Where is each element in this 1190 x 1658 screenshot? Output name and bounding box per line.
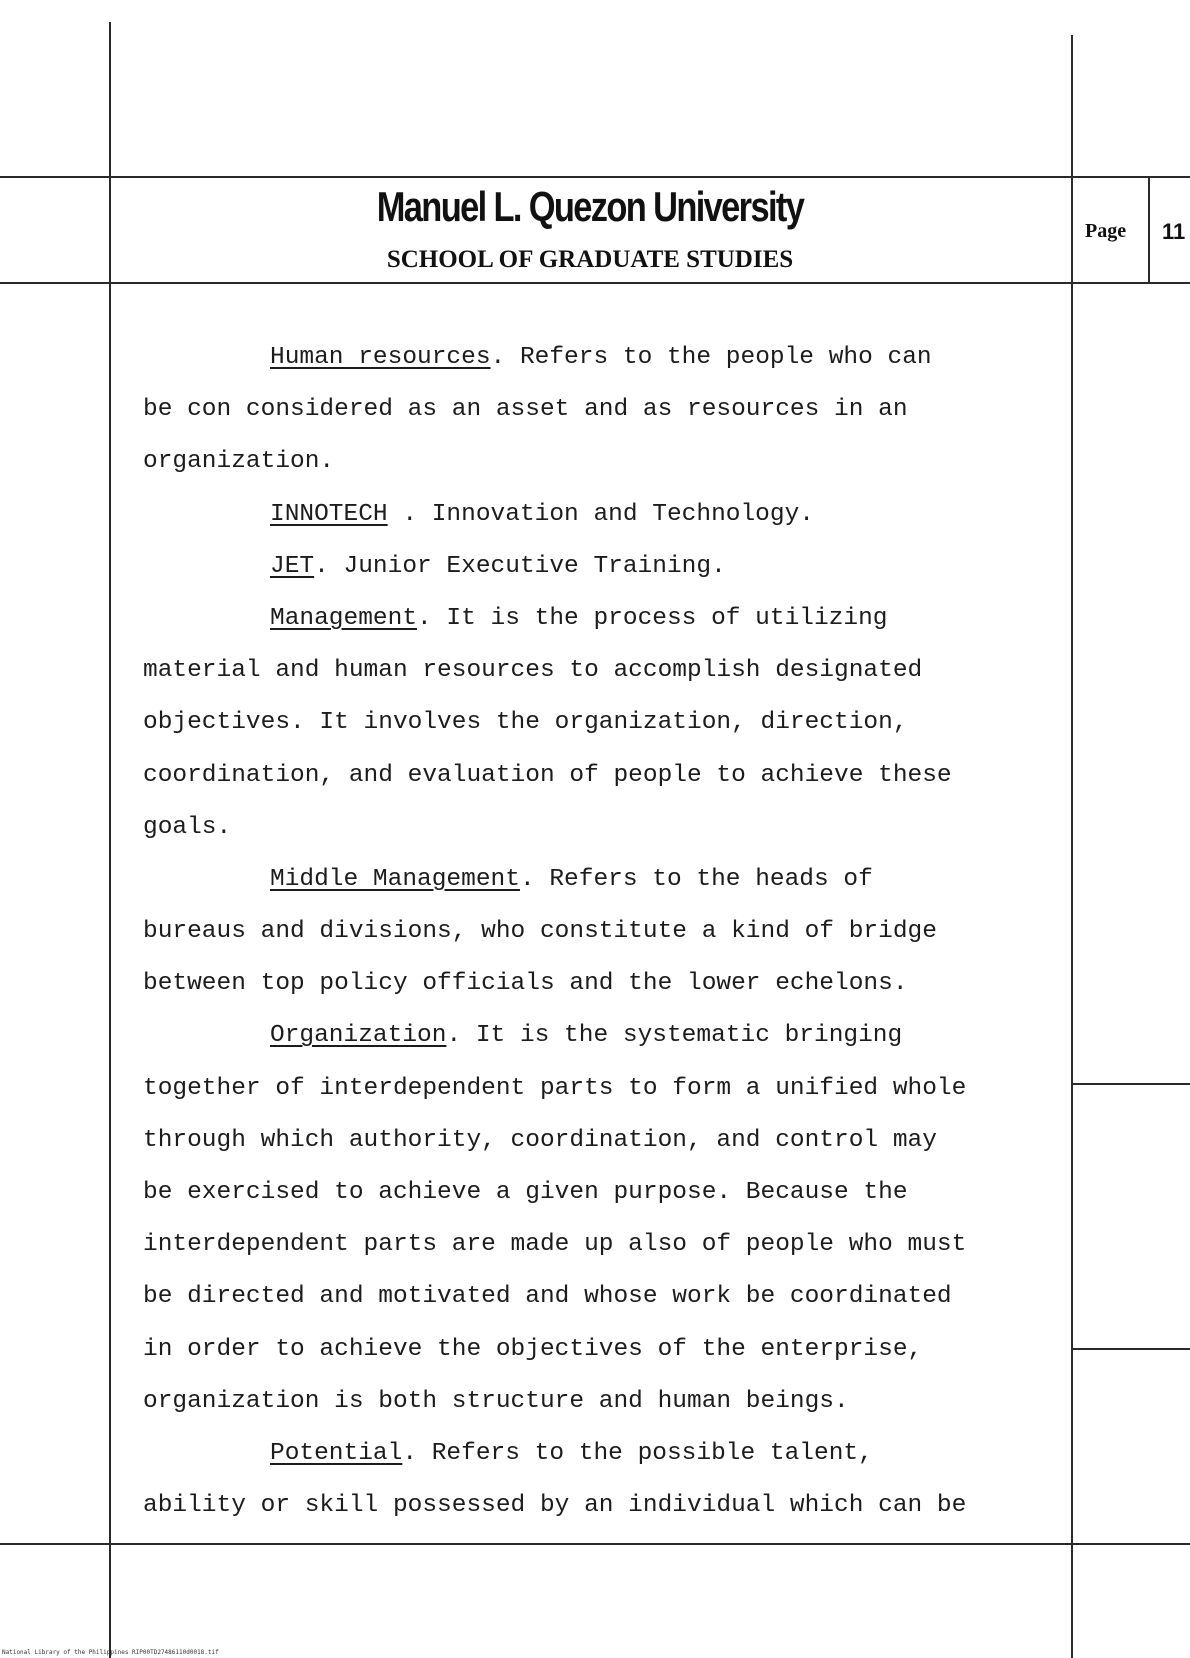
term: Management	[270, 604, 418, 632]
definition-line: ability or skill possessed by an individual which can be	[143, 1492, 967, 1520]
definition-line: in order to achieve the objectives of the enterprise,	[143, 1335, 923, 1363]
entry-management	[143, 593, 1073, 645]
entry-human-resources	[143, 332, 1073, 384]
entry-innotech	[143, 489, 1073, 541]
definition-line: objectives. It involves the organization, direction,	[143, 709, 908, 737]
definition-line: bureaus and divisions, who constitute a kind of bridge	[143, 918, 937, 946]
definition-line: . Refers to the heads of	[519, 865, 873, 893]
term: Potential	[270, 1439, 403, 1467]
entry-jet	[143, 541, 1073, 593]
definition-line: be con considered as an asset and as resources in an	[143, 396, 908, 424]
definition-line: material and human resources to accomplish designated	[143, 657, 923, 685]
term: Middle Management	[270, 865, 520, 893]
entry-organization	[143, 1010, 1073, 1062]
margin-tick-upper	[1071, 1083, 1190, 1085]
definition-line: goals.	[143, 813, 232, 841]
margin-tick-lower	[1071, 1348, 1190, 1350]
definition-line: be exercised to achieve a given purpose. Because the	[143, 1179, 908, 1206]
term: Human resources	[270, 344, 491, 371]
definition-line: through which authority, coordination, and control may	[143, 1126, 937, 1154]
definition-line: . Innovation and Technology.	[387, 500, 814, 528]
school-name: SCHOOL OF GRADUATE STUDIES	[386, 246, 794, 273]
definition-line: . It is the systematic bringing	[446, 1022, 903, 1050]
definition-line: between top policy officials and the lower echelons.	[143, 970, 908, 998]
page-number: 11	[1162, 219, 1186, 244]
definition-line: coordination, and evaluation of people to achieve these	[143, 761, 952, 789]
scan-footer-note: National Library of the Philippines RIP00TD27486110d0018.tif	[2, 1649, 219, 1656]
definition-line: . Refers to the possible talent,	[402, 1439, 873, 1467]
definition-line: interdependent parts are made up also of people who must	[143, 1231, 967, 1259]
definition-line: organization is both structure and human beings.	[143, 1387, 849, 1415]
footer-rule	[0, 1543, 1190, 1545]
definition-line: together of interdependent parts to form a unified whole	[143, 1074, 967, 1102]
definition-line: . Junior Executive Training.	[314, 552, 726, 580]
header-top-rule	[0, 176, 1190, 178]
definition-line: be directed and motivated and whose work be coordinated	[143, 1283, 952, 1311]
definition-line: organization.	[143, 448, 335, 476]
page-box-divider	[1148, 176, 1150, 284]
entry-potential	[143, 1428, 1073, 1480]
glossary-body	[143, 332, 1073, 1532]
header-bottom-rule	[0, 282, 1190, 284]
university-name: Manuel L. Quezon University	[376, 183, 804, 230]
definition-line: . Refers to the people who can	[490, 344, 932, 371]
entry-middle-management	[143, 854, 1073, 906]
page-label: Page	[1085, 220, 1127, 242]
definition-line: . It is the process of utilizing	[417, 604, 888, 632]
term: Organization	[270, 1022, 447, 1050]
term: JET	[270, 552, 315, 580]
term: INNOTECH	[270, 500, 388, 528]
